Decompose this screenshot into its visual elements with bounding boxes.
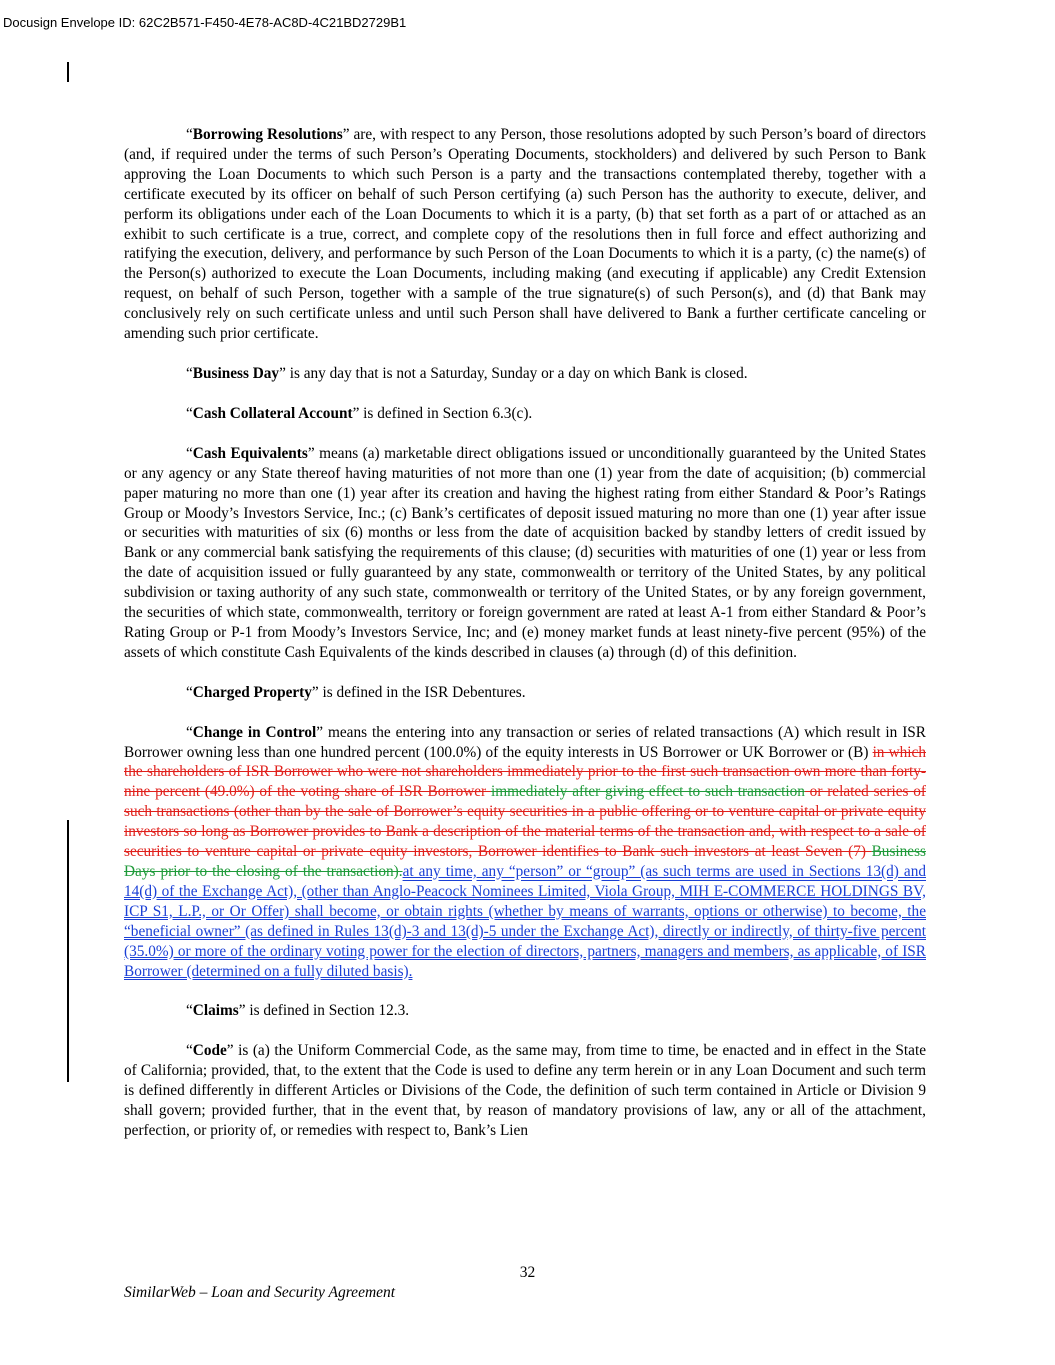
definition-code — [124, 1041, 926, 1141]
page-number: 32 — [519, 1264, 536, 1281]
definition-text: ” is any day that is not a Saturday, Sunday or a day on which Bank is closed. — [279, 364, 748, 382]
definition-text: ” is defined in the ISR Debentures. — [311, 683, 526, 701]
open-quote: “ — [186, 683, 193, 701]
definition-change-in-control — [124, 723, 926, 982]
definition-text: ” are, with respect to any Person, those resolutions adopted by such Person’s board of directors (and, if required under the terms of such Person’s Operating Documents, stockholders) and delivered by such Person to Bank approving the Loan Documents to which such Person is a party and the transactions contemplated thereby, together with a certificate executed by its officer on behalf of such Person certifying (a) such Person has the authority to execute, deliver, and perform its obligations under each of the Loan Documents to which it is a party, (b) that set forth as a part of or attached as an exhibit to such certificate is a true, correct, and complete copy of the resolutions then in full force and effect authorizing and ratifying the execution, delivery, and performance by such Person of the Loan Documents to which it is a party, (c) the name(s) of the Person(s) authorized to execute the Loan Documents, including making (and executing if applicable) any Credit Extension request, on behalf of such Person, together with a sample of the true signature(s) of such Person(s), and (d) that Bank may conclusively rely on such certificate unless and until such Person shall have delivered to Bank a further certificate canceling or amending such prior certificate. — [124, 126, 926, 343]
definition-text: ” means (a) marketable direct obligations issued or unconditionally guaranteed by the United States or any agency or any State thereof having maturities of not more than one (1) year from the date of acquisition; (b) commercial paper maturing no more than one (1) year after its creation and having the highest rating from either Standard & Poor’s Ratings Group or Moody’s Investors Service, Inc.; (c) Bank’s certificates of deposit issued maturing no more than one (1) year after issue or securities with maturities of six (6) months or less from the date of acquisition backed by standby letters of credit issued by Bank or any commercial bank satisfying the requirements of this clause; (d) securities with maturities of one (1) year or less from the date of acquisition issued or fully guaranteed by any state, commonwealth or territory of the United States, by any political subdivision or taxing authority of any such state, commonwealth or territory of the United States, or by any foreign government, the securities of which state, commonwealth, territory or foreign government are rated at least A-1 from either Standard & Poor’s Rating Group or P-1 from Moody’s Investors Service, Inc; and (e) money market funds at least ninety-five percent (95%) of the assets of which constitute Cash Equivalents of the kinds described in clauses (a) through (d) of this definition. — [124, 444, 926, 661]
open-quote: “ — [186, 364, 193, 382]
defined-term: Charged Property — [192, 683, 312, 701]
definition-borrowing-resolutions — [124, 125, 926, 344]
definition-business-day — [124, 364, 926, 384]
open-quote: “ — [186, 126, 193, 143]
deleted-text-red: or related series of such transactions (other than by the sale of Borrower’s equity securities in a public offering or to venture capital or private equity investors so long as Borrower provides to Bank a description of the material terms of the transaction and, with respect to a sale of securities to venture capital or private equity investors, Borrower identifies to Bank such investors at least Seven (7) — [124, 783, 926, 861]
definition-text: ” is defined in Section 12.3. — [238, 1002, 410, 1020]
defined-term: Claims — [192, 1002, 239, 1020]
document-footer: SimilarWeb – Loan and Security Agreement — [124, 1284, 396, 1301]
definition-cash-equivalents — [124, 444, 926, 663]
defined-term: Code — [192, 1042, 227, 1060]
open-quote: “ — [186, 1002, 193, 1020]
open-quote: “ — [186, 723, 193, 741]
definition-charged-property — [124, 683, 926, 703]
deleted-text-red: in which the shareholders of ISR Borrower who were not shareholders immediately prior to the first such transaction own more than forty-nine percent (49.0%) of the voting share of ISR Borrower — [124, 743, 926, 801]
definition-text: ” means the entering into any transaction or series of related transactions (A) which result in ISR Borrower owning less than one hundred percent (100.0%) of the equity interests in US Borrower or UK Borrower or (B) — [124, 723, 926, 761]
definition-text: ” is (a) the Uniform Commercial Code, as the same may, from time to time, be enacted and in effect in the State of California; provided, that, to the extent that the Code is used to define any term herein or in any Loan Document and such term is defined differently in different Articles or Divisions of the Code, the definition of such term contained in Article or Division 9 shall govern; provided further, that in the event that, by reason of mandatory provisions of law, any or all of the attachment, perfection, or priority of, or remedies with respect to, Bank’s Lien — [124, 1042, 926, 1139]
text-cursor-mark — [67, 62, 69, 82]
defined-term: Change in Control — [192, 723, 317, 741]
inserted-text-blue: at any time, any “person” or “group” (as such terms are used in Sections 13(d) and 14(d) of the Exchange Act), (other than Anglo-Peacock Nominees Limited, Viola Group, MIH E-COMMERCE HOLDINGS BV, ICP S1, L.P., or Or Offer) shall become, or obtain rights (whether by means of warrants, options or otherwise) to become, the “beneficial owner” (as defined in Rules 13(d)-3 and 13(d)-5 under the Exchange Act), directly or indirectly, of thirty-five percent (35.0%) or more of the ordinary voting power for the election of directors, partners, managers and members, as applicable, of ISR Borrower (determined on a fully diluted basis). — [124, 863, 926, 980]
open-quote: “ — [186, 444, 193, 462]
open-quote: “ — [186, 404, 193, 422]
defined-term: Borrowing Resolutions — [192, 126, 343, 143]
open-quote: “ — [186, 1042, 193, 1060]
deleted-text-green: immediately after giving effect to such transaction — [490, 783, 805, 801]
document-body — [124, 125, 926, 1161]
deleted-text-green: Business Days prior to the closing of the transaction). — [124, 843, 926, 880]
defined-term: Cash Collateral Account — [192, 404, 353, 422]
docusign-envelope-id: Docusign Envelope ID: 62C2B571-F450-4E78-AC8D-4C21BD2729B1 — [3, 15, 407, 30]
definition-claims — [124, 1001, 926, 1021]
definition-text: ” is defined in Section 6.3(c). — [352, 404, 533, 422]
defined-term: Cash Equivalents — [192, 444, 308, 462]
defined-term: Business Day — [192, 364, 280, 382]
revision-change-bar — [67, 820, 69, 1082]
definition-cash-collateral-account — [124, 404, 926, 424]
